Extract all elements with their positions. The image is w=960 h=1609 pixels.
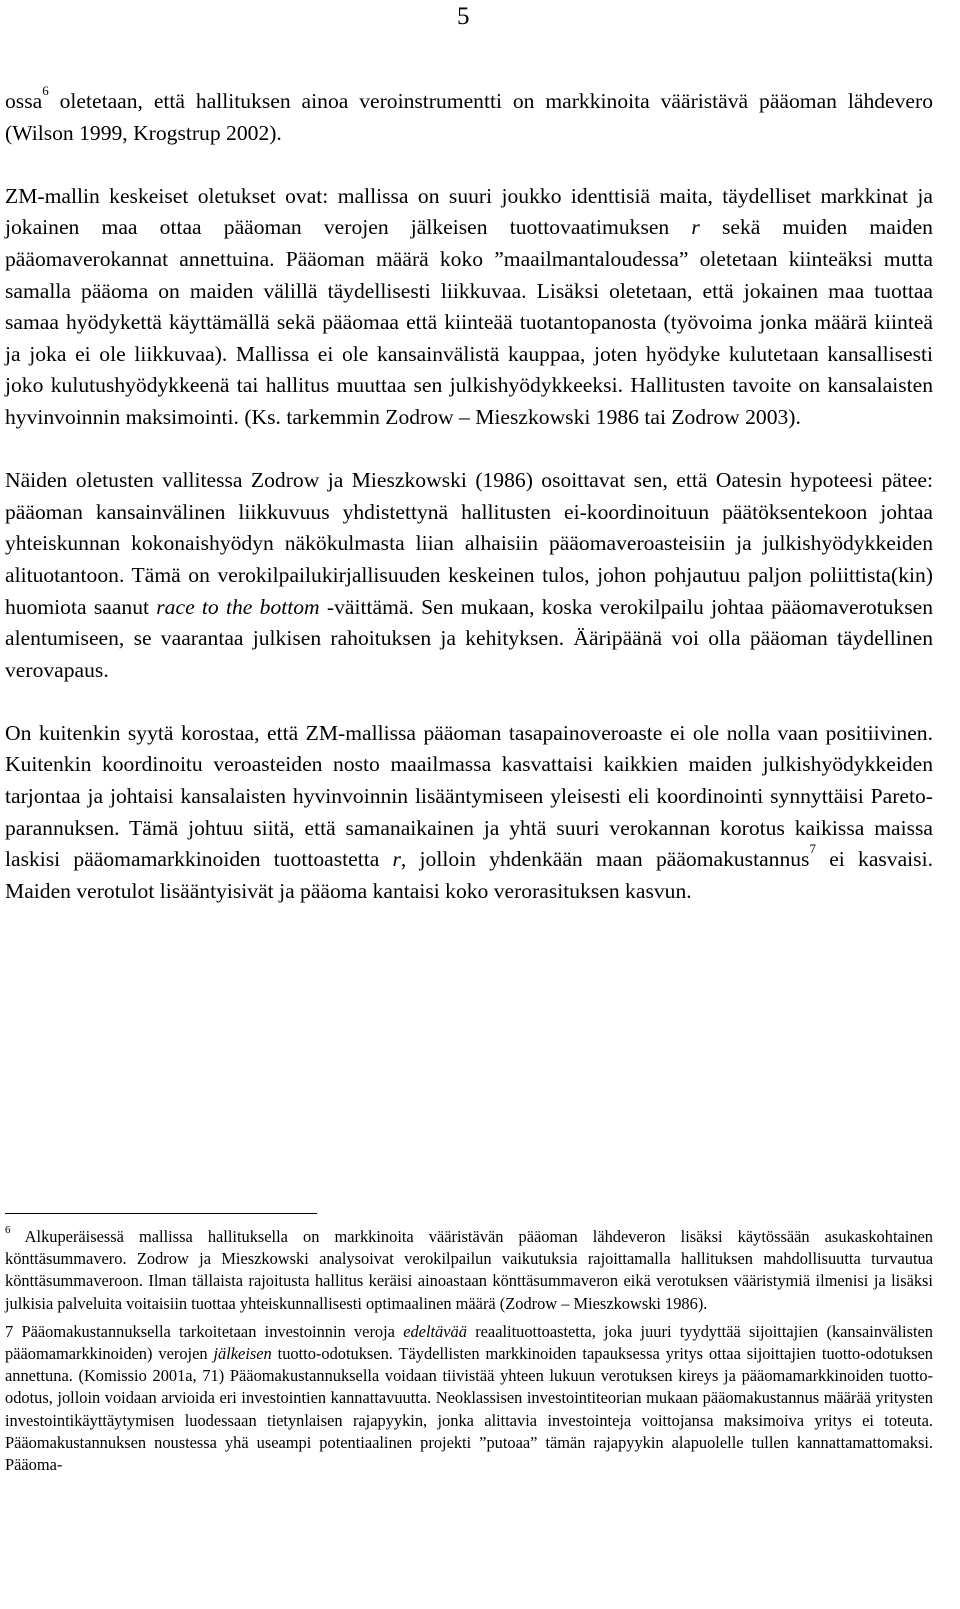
footnote-6-text: Alkuperäisessä mallissa hallituksella on markkinoita vääristävän pääoman lähdeveron lisäksi käytössään asukaskohtainen könttäsummavero. Zodrow ja Mieszkowski analysoivat verokilpailun vaikutuksia rajoittamalla hallituksen mahdollisuutta turvautua könttäsummaveroon. Ilman tällaista rajoitusta hallitus keräisi ainoastaan könttäsummaveron eikä verotuksen vääristymiä ilmenisi ja lisäksi julkisia palveluita voitaisiin tuottaa yhteiskunnallisesti optimaalinen määrä (Zodrow – Mieszkowski 1986). [5, 1227, 933, 1313]
paragraph-3-text-b: -väittämä. Sen mukaan, koska verokilpailu johtaa pääomaverotuksen alentumiseen, se vaarantaa julkisen rahoituksen ja kehityksen. Ääripäänä voi olla pääoman täydellinen verovapaus. [5, 594, 933, 682]
paragraph-4-italic: r [392, 847, 401, 872]
footnote-marker-6: 6 [42, 83, 49, 98]
footnote-divider [5, 1213, 317, 1214]
page-number: 5 [457, 3, 470, 30]
paragraph-4-text-b: , jolloin yhdenkään maan pääomakustannus [400, 847, 810, 872]
paragraph-4 [5, 718, 933, 908]
paragraph-2 [5, 181, 933, 434]
paragraph-4-text-c: ei kasvaisi. Maiden verotulot lisääntyisivät ja pääoma kantaisi koko verorasituksen kasvun. [5, 847, 933, 903]
footnote-7-marker: 7 [5, 1321, 14, 1341]
footnote-7-text-b: reaalituottoastetta, joka juuri tyydyttää sijoittajien (kansainvälisten pääomamarkkinoiden) verojen [5, 1321, 933, 1364]
paragraph-3-text-a: Näiden oletusten vallitessa Zodrow ja Mieszkowski (1986) osoittavat sen, että Oatesin hypoteesi pätee: pääoman kansainvälinen liikkuvuus yhdistettynä hallitusten ei-koordinoituun päätöksentekoon johtaa yhteiskunnan kokonaishyödyn näkökulmasta liian alhaisiin pääomaveroasteisiin ja julkishyödykkeiden alituotantoon. Tämä on verokilpailukirjallisuuden keskeinen tulos, johon pohjautuu paljon poliittista(kin) huomiota saanut [5, 468, 933, 619]
footnote-6 [5, 1226, 933, 1315]
footnotes [5, 1226, 933, 1482]
footnote-marker-7: 7 [809, 841, 816, 857]
paragraph-1-intro: ossa [5, 89, 43, 113]
paragraph-3 [5, 465, 933, 686]
footnote-7-italic-1: edeltävää [403, 1321, 467, 1341]
paragraph-2-italic: r [691, 215, 700, 240]
paragraph-3-italic: race to the bottom [156, 594, 320, 619]
footnote-6-marker: 6 [5, 1224, 11, 1236]
footnote-7-italic-2: jälkeisen [213, 1344, 272, 1364]
body-text [5, 83, 933, 939]
footnote-7 [5, 1321, 933, 1476]
paragraph-1 [5, 83, 933, 149]
paragraph-4-text-a: On kuitenkin syytä korostaa, että ZM-mallissa pääoman tasapainoveroaste ei ole nolla vaan positiivinen. Kuitenkin koordinoitu veroasteiden nosto maailmassa kasvattaisi kaikkien maiden julkishyödykkeiden tarjontaa ja johtaisi kansalaisten hyvinvoinnin lisääntymiseen yleisesti eli koordinointi synnyttäisi Paretoparannuksen. Tämä johtuu siitä, että samanaikainen ja yhtä suuri verokannan korotus kaikissa maissa laskisi pääomamarkkinoiden tuottoastetta [5, 720, 933, 872]
paragraph-2-text-a: ZM-mallin keskeiset oletukset ovat: mallissa on suuri joukko identtisiä maita, täydelliset markkinat ja jokainen maa ottaa pääoman verojen jälkeisen tuottovaatimuksen [5, 183, 933, 240]
paragraph-2-text-b: sekä muiden maiden pääomaverokannat annettuina. Pääoman määrä koko ”maailmantaloudessa” oletetaan kiinteäksi mutta samalla pääoma on maiden välillä täydellisesti liikkuvaa. Lisäksi oletetaan, että jokainen maa tuottaa samaa hyödykettä käyttämällä sekä pääomaa että kiinteää tuotantopanosta (työvoima jonka määrä kiinteä ja joka ei ole liikkuvaa). Mallissa ei ole kansainvälistä kauppaa, joten hyödyke kulutetaan kansallisesti joko kulutushyödykkeenä tai hallitus muuttaa sen julkishyödykkeeksi. Hallitusten tavoite on kansalaisten hyvinvoinnin maksimointi. (Ks. tarkemmin Zodrow – Mieszkowski 1986 tai Zodrow 2003). [5, 215, 933, 429]
footnote-7-text-c: tuotto-odotuksen. Täydellisten markkinoiden tapauksessa yritys ottaa sijoittajien tuotto-odotuksen annettuna. (Komissio 2001a, 71) Pääomakustannuksella voidaan tiivistää yhteen lukuun verotuksen kireys ja pääomamarkkinoiden tuottoodotus, jolloin voidaan arvioida eri investointien kannattavuutta. Neoklassisen investointiteorian mukaan pääomakustannus määrää yritysten investointikäyttäytymisen luodessaan tietynlaisen rajapyykin, jonka alittavia investointeja voittojansa maksimoiva yritys ei toteuta. Pääomakustannuksen noustessa yhä useampi potentiaalinen projekti ”putoaa” tämän rajapyykin alapuolelle tullen kannattamattomaksi. Pääoma- [5, 1344, 933, 1475]
paragraph-1-text: oletetaan, että hallituksen ainoa veroinstrumentti on markkinoita vääristävä pääoman lähdevero (Wilson 1999, Krogstrup 2002). [5, 89, 933, 145]
footnote-7-text-a: Pääomakustannuksella tarkoitetaan investoinnin veroja [13, 1321, 404, 1341]
